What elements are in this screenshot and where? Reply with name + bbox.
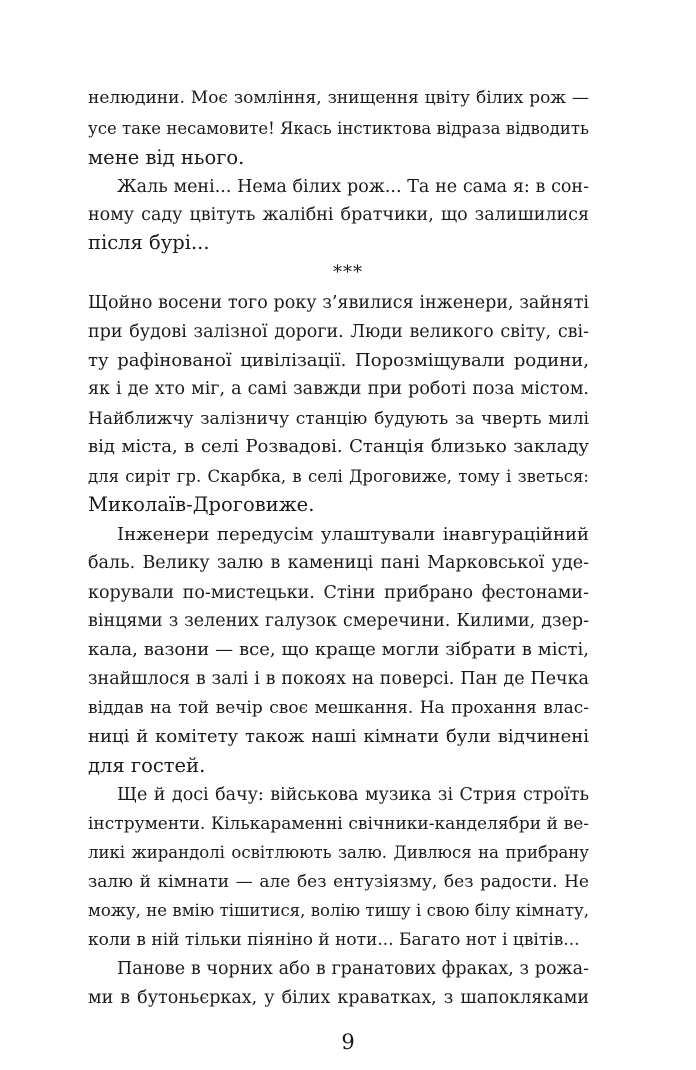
text-line: Найближчу залізничу станцію будують за чверть милі xyxy=(88,409,589,429)
text-line: від міста, в селі Розвадові. Станція близько закладу xyxy=(88,436,589,457)
text-line: коли в ній тільки піяніно й ноти... Багато нот і цвітів... xyxy=(88,930,580,950)
text-line: ному саду цвітуть жалібні братчики, що залишилися xyxy=(88,205,589,225)
text-line: можу, не вмію тішитися, волію тишу і свою білу кімнату, xyxy=(88,901,589,920)
text-line: Панове в чорних або в гранатових фраках, з рожа- xyxy=(117,959,589,979)
text-line: Ще й досі бачу: військова музика зі Стрия строїть xyxy=(117,785,589,805)
section-separator: *** xyxy=(333,262,363,283)
text-line: віддав на той вечір своє мешкання. На прохання влас- xyxy=(88,698,589,718)
text-line: корували по-мистецьки. Стіни прибрано фестонами- xyxy=(88,583,589,603)
text-line: мене від нього. xyxy=(88,146,245,169)
text-line: інструменти. Кількараменні свічники-канделябри й ве- xyxy=(88,814,589,834)
text-line: вінцями з зелених галузок смеречини. Килими, дзер- xyxy=(88,611,589,631)
text-line: після бурі... xyxy=(88,231,210,254)
text-line: для гостей. xyxy=(88,754,206,777)
text-line: при будові залізної дороги. Люди великого світу, сві- xyxy=(88,322,589,342)
text-line: баль. Велику залю в камениці пані Марковської уде- xyxy=(88,553,589,573)
text-line: Миколаїв-Дроговиже. xyxy=(88,493,315,516)
text-line: усе таке несамовите! Якась інстиктова відраза відводить xyxy=(88,119,589,138)
text-line: залю й кімнати — але без ентузіязму, без радости. Не xyxy=(88,872,589,892)
text-line: Щойно восени того року з’явилися інженери, зайняті xyxy=(88,293,589,313)
text-line: кала, вазони — все, що краще могли зібрати в місті, xyxy=(88,639,589,660)
text-line: знайшлося в залі і в покоях на поверсі. Пан де Печка xyxy=(88,669,589,689)
text-line: Жаль мені... Нема білих рож... Та не сама я: в сон- xyxy=(117,177,589,197)
text-line: Інженери передусім улаштували інавгураційний xyxy=(117,524,589,545)
page-number: 9 xyxy=(341,1030,355,1054)
text-line: ми в бутоньєрках, у білих краватках, з шапокляками xyxy=(88,988,589,1008)
text-line: для сиріт гр. Скарбка, в селі Дроговиже, тому і зветься: xyxy=(88,467,589,486)
text-line: як і де хто міг, а самі завжди при роботі поза містом. xyxy=(88,379,589,399)
text-line: нелюдини. Моє зомління, знищення цвіту білих рож — xyxy=(88,88,589,108)
text-line: ту рафінованої цивілізації. Порозміщували родини, xyxy=(88,350,589,371)
text-line: ликі жирандолі освітлюють залю. Дивлюся на прибрану xyxy=(88,843,589,862)
text-line: ниці й комітету також наші кімнати були відчинені xyxy=(88,726,589,747)
